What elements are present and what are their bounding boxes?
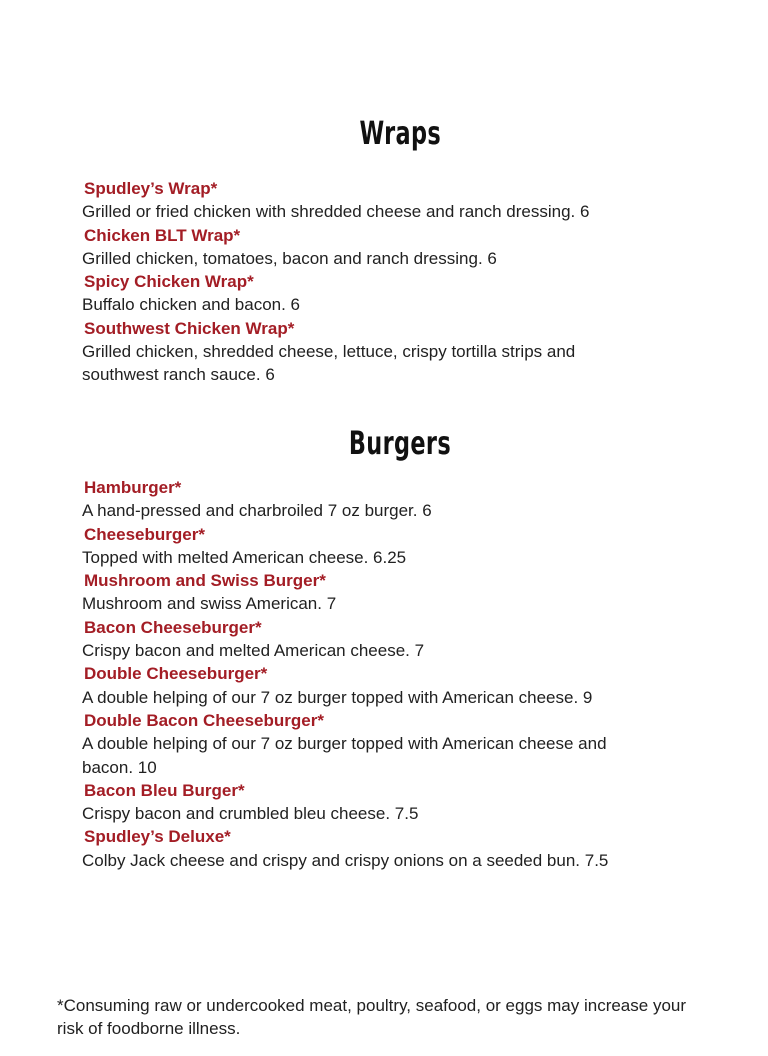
menu-item-name: Hamburger* <box>84 478 182 497</box>
menu-item-description: Mushroom and swiss American. 7 <box>82 594 337 614</box>
menu-item <box>82 616 722 663</box>
menu-item <box>82 177 722 224</box>
menu-item <box>82 825 722 872</box>
section-title-text: Burgers <box>348 424 452 462</box>
menu-item-description: A double helping of our 7 oz burger topped with American cheese. 9 <box>82 687 593 707</box>
menu-item-description: Grilled chicken, shredded cheese, lettuce, crispy tortilla strips and <box>82 342 576 362</box>
disclaimer <box>57 994 747 1041</box>
section-title <box>82 113 718 153</box>
menu-item <box>82 709 722 779</box>
menu-item <box>82 662 722 709</box>
menu-item <box>82 523 722 570</box>
menu-item <box>82 317 722 387</box>
menu-item-description: Grilled chicken, tomatoes, bacon and ranch dressing. 6 <box>82 248 497 268</box>
menu-item-description: Crispy bacon and crumbled bleu cheese. 7.5 <box>82 804 419 824</box>
menu-item-name: Mushroom and Swiss Burger* <box>84 571 326 591</box>
menu-item-name: Spudley’s Deluxe* <box>84 827 231 847</box>
menu-item-name: Spudley’s Wrap* <box>84 179 218 198</box>
menu-item-description: southwest ranch sauce. 6 <box>82 365 275 385</box>
menu-item <box>82 569 722 616</box>
disclaimer-text: risk of foodborne illness. <box>57 1019 241 1039</box>
menu-item-name: Bacon Cheeseburger* <box>84 617 262 637</box>
menu-item-description: A double helping of our 7 oz burger topped with American cheese and <box>82 734 607 754</box>
menu-item <box>82 779 722 826</box>
menu-item-name: Southwest Chicken Wrap* <box>84 318 295 338</box>
menu-item-name: Cheeseburger* <box>84 524 205 544</box>
menu-item-description: Crispy bacon and melted American cheese. 7 <box>82 641 425 661</box>
menu-item-description: Buffalo chicken and bacon. 6 <box>82 295 301 315</box>
disclaimer-text: *Consuming raw or undercooked meat, poultry, seafood, or eggs may increase your <box>57 996 687 1015</box>
menu-item-name: Spicy Chicken Wrap* <box>84 272 254 292</box>
menu-item-name: Double Bacon Cheeseburger* <box>84 710 324 730</box>
menu-item-name: Double Cheeseburger* <box>84 664 268 684</box>
menu-item-name: Bacon Bleu Burger* <box>84 780 245 800</box>
menu-item <box>82 476 722 523</box>
menu-item-description: Topped with melted American cheese. 6.25 <box>82 547 407 567</box>
menu-item-description: Colby Jack cheese and crispy and crispy onions on a seeded bun. 7.5 <box>82 850 609 870</box>
section-items <box>82 476 722 872</box>
menu-item <box>82 270 722 317</box>
menu-item <box>82 224 722 271</box>
menu-item-description: A hand-pressed and charbroiled 7 oz burger. 6 <box>82 501 432 521</box>
menu-item-description: bacon. 10 <box>82 757 157 777</box>
menu-item-name: Chicken BLT Wrap* <box>84 225 241 245</box>
section-items <box>82 177 722 387</box>
menu-item-description: Grilled or fried chicken with shredded cheese and ranch dressing. 6 <box>82 202 590 222</box>
section-title <box>82 423 718 463</box>
section-title-text: Wraps <box>359 114 441 152</box>
